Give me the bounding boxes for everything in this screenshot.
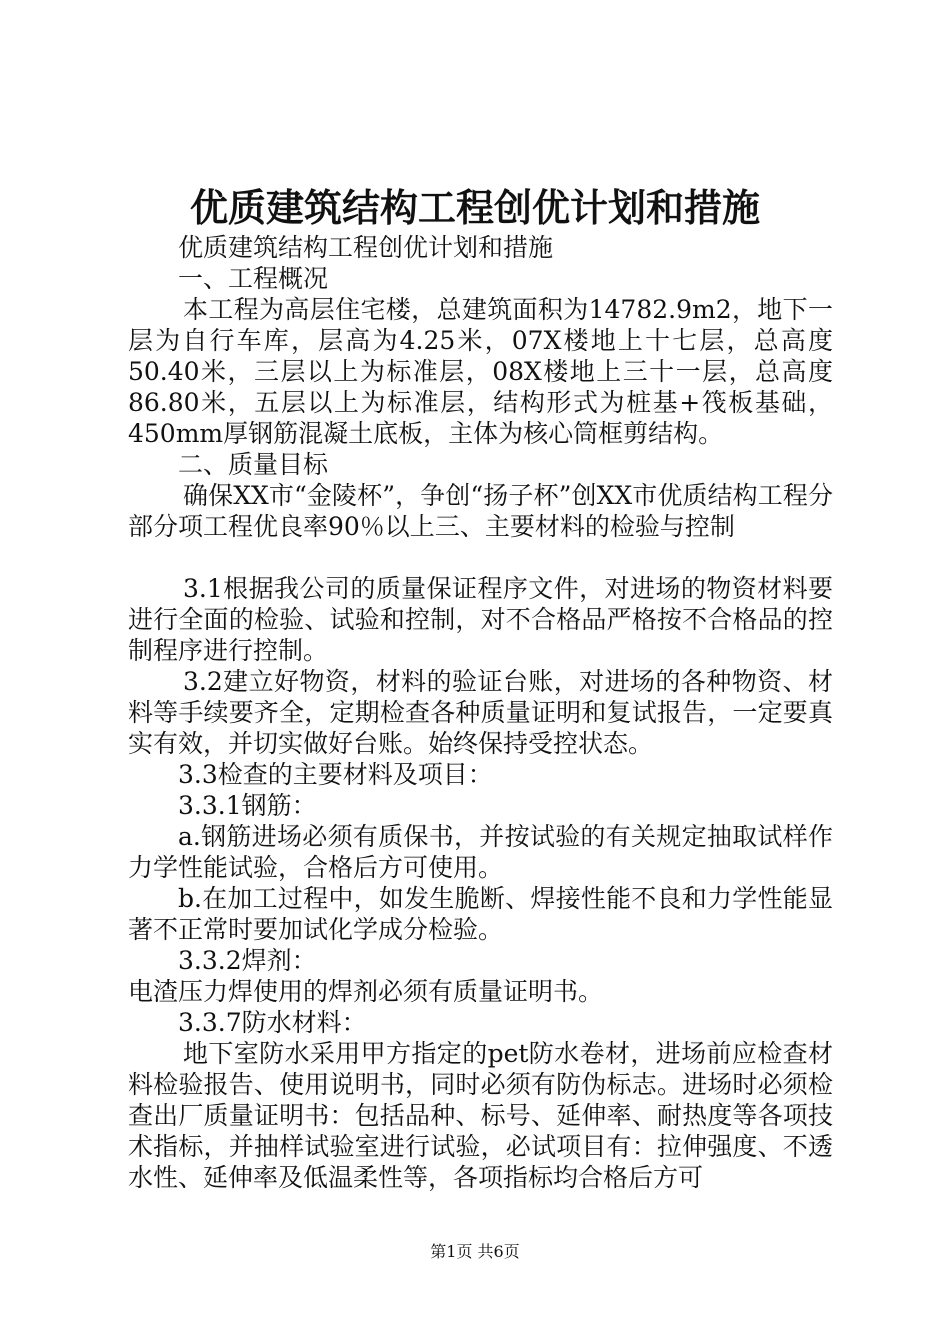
paragraph-project-overview: 本工程为高层住宅楼，总建筑面积为14782.9m2，地下一层为自行车库，层高为4.25米，07X楼地上十七层，总高度50.40米，三层以上为标准层，08X楼地上三十一层，总高度86.80米，五层以上为标准层，结构形式为桩基+筏板基础，450mm厚钢筋混凝土底板，主体为核心筒框剪结构。 bbox=[128, 295, 833, 448]
paragraph-3-2: 3.2建立好物资，材料的验证台账，对进场的各种物资、材料等手续要齐全，定期检查各种质量证明和复试报告，一定要真实有效，并切实做好台账。始终保持受控状态。 bbox=[128, 667, 833, 758]
paragraph-waterproofing: 地下室防水采用甲方指定的pet防水卷材，进场前应检查材料检验报告、使用说明书，同时必须有防伪标志。进场时必须检查出厂质量证明书：包括品种、标号、延伸率、耐热度等各项技术指标，并抽样试验室进行试验，必试项目有：拉伸强度、不透水性、延伸率及低温柔性等，各项指标均合格后方可 bbox=[128, 1039, 833, 1192]
document-body bbox=[128, 232, 833, 1193]
document-title: 优质建筑结构工程创优计划和措施 bbox=[189, 185, 760, 230]
paragraph-3-3-1: 3.3.1钢筋： bbox=[178, 791, 317, 820]
paragraph-3-3: 3.3检查的主要材料及项目： bbox=[178, 760, 493, 789]
paragraph-subtitle: 优质建筑结构工程创优计划和措施 bbox=[178, 233, 554, 262]
page-footer: 第1页 共6页 bbox=[430, 1242, 520, 1261]
paragraph-gap bbox=[128, 542, 833, 573]
paragraph-flux: 电渣压力焊使用的焊剂必须有质量证明书。 bbox=[128, 977, 604, 1006]
paragraph-item-b: b.在加工过程中，如发生脆断、焊接性能不良和力学性能显著不正常时要加试化学成分检验。 bbox=[128, 884, 833, 944]
paragraph-quality-goal: 确保XX市“金陵杯”，争创“扬子杯”创XX市优质结构工程分部分项工程优良率90％以上三、主要材料的检验与控制 bbox=[128, 481, 833, 541]
paragraph-3-3-7: 3.3.7防水材料： bbox=[178, 1008, 367, 1037]
paragraph-item-a: a.钢筋进场必须有质保书，并按试验的有关规定抽取试样作力学性能试验，合格后方可使用。 bbox=[128, 822, 833, 882]
heading-project-overview: 一、工程概况 bbox=[178, 264, 329, 293]
paragraph-3-1: 3.1根据我公司的质量保证程序文件，对进场的物资材料要进行全面的检验、试验和控制，对不合格品严格按不合格品的控制程序进行控制。 bbox=[128, 574, 833, 665]
heading-quality-goal: 二、质量目标 bbox=[178, 450, 329, 479]
paragraph-3-3-2: 3.3.2焊剂： bbox=[178, 946, 317, 975]
